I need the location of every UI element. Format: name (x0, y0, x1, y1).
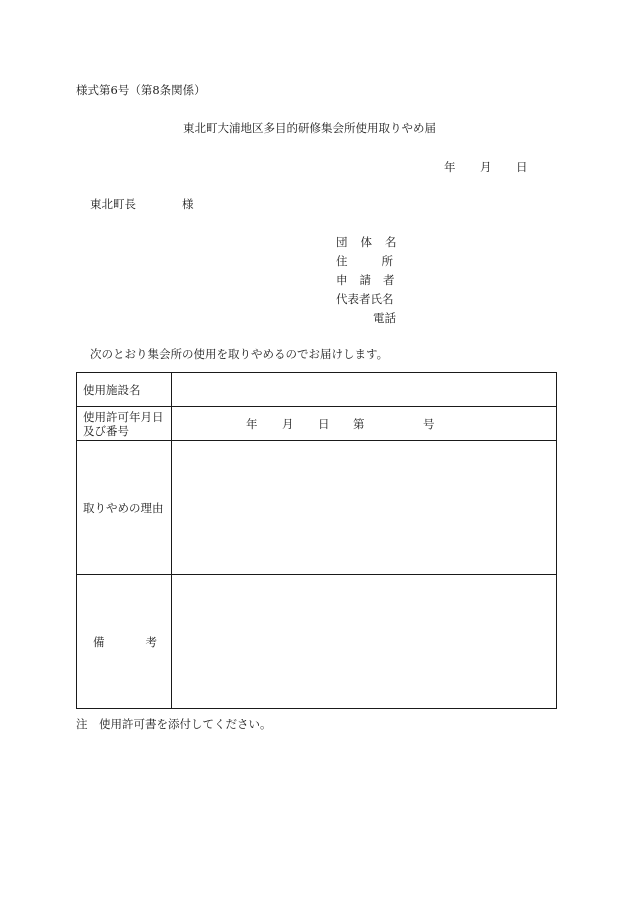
group-name-label: 団体名 (336, 235, 410, 249)
permit-month: 月 (282, 416, 294, 431)
phone-label: 電話 (373, 311, 396, 325)
facility-label-cell (77, 373, 172, 407)
reason-input[interactable] (172, 441, 557, 575)
facility-row (77, 373, 557, 407)
cancellation-form-table (76, 372, 557, 709)
permit-year: 年 (246, 416, 258, 431)
addressee-honorific: 様 (182, 197, 194, 211)
reason-label-cell (77, 441, 172, 575)
representative-label: 代表者氏名 (336, 292, 394, 306)
permit-label-cell (77, 407, 172, 441)
permit-input[interactable] (172, 407, 557, 441)
remarks-label-2: 考 (145, 634, 157, 649)
remarks-label (77, 634, 171, 650)
reason-label: 取りやめの理由 (83, 500, 164, 515)
date-year: 年 (444, 160, 456, 174)
permit-fields (172, 416, 556, 432)
applicant-label: 申請者 (336, 273, 407, 287)
permit-label-line2: 及び番号 (83, 423, 129, 438)
address-label (336, 254, 427, 268)
remarks-label-1: 備 (93, 634, 105, 649)
permit-day: 日 (318, 416, 330, 431)
remarks-row (77, 575, 557, 709)
facility-input[interactable] (172, 373, 557, 407)
reason-row (77, 441, 557, 575)
remarks-label-cell (77, 575, 172, 709)
permit-no-prefix: 第 (353, 416, 365, 431)
date-day: 日 (516, 160, 528, 174)
permit-row (77, 407, 557, 441)
form-number: 様式第6号（第8条関係） (76, 83, 206, 97)
attachment-note: 注 使用許可書を添付してください。 (76, 717, 272, 731)
remarks-input[interactable] (172, 575, 557, 709)
intro-text: 次のとおり集会所の使用を取りやめるのでお届けします。 (90, 347, 389, 361)
permit-label-line1: 使用許可年月日 (83, 409, 164, 424)
addressee-name: 東北町長 (90, 197, 136, 211)
document-title: 東北町大浦地区多目的研修集会所使用取りやめ届 (183, 121, 436, 135)
address-text: 住所 (336, 254, 427, 268)
date-month: 月 (480, 160, 492, 174)
facility-label: 使用施設名 (83, 382, 141, 397)
permit-no-suffix: 号 (423, 416, 435, 431)
